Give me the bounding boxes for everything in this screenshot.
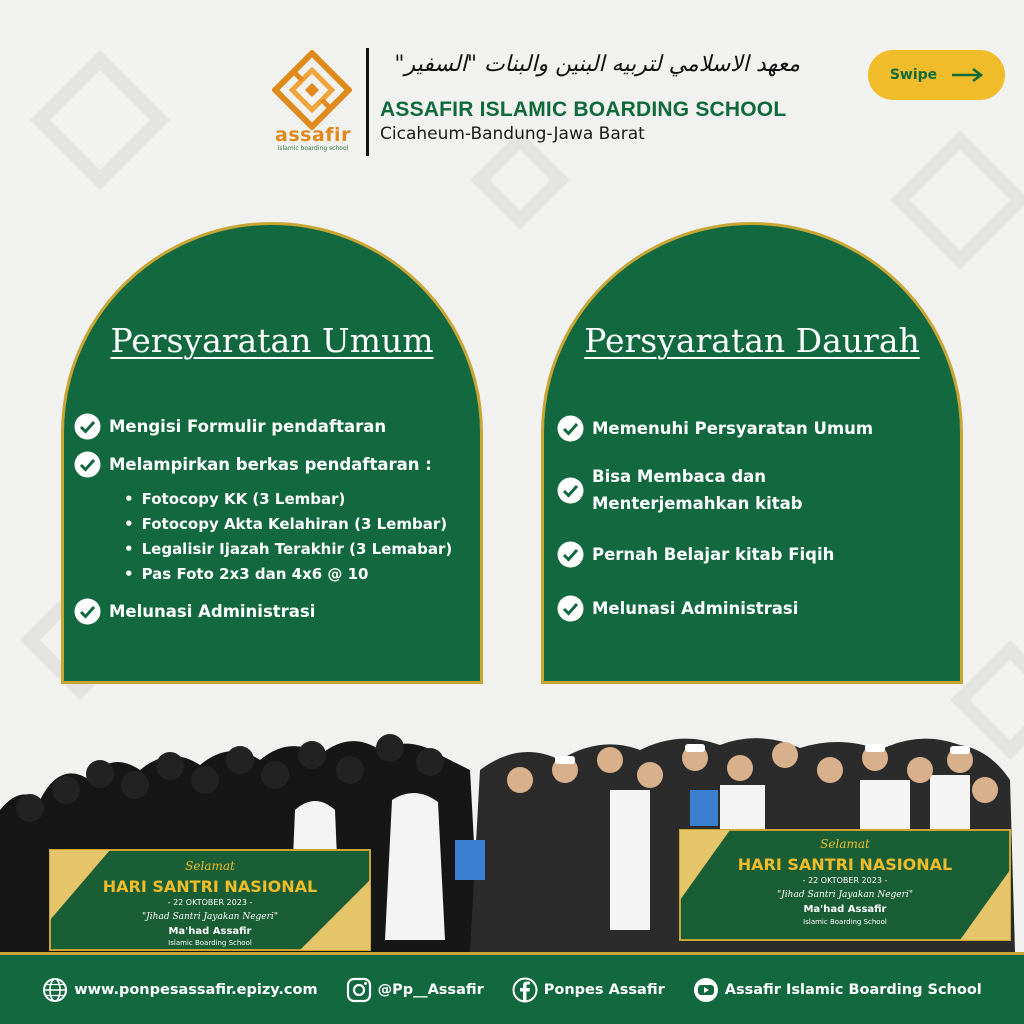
requirement-item <box>557 415 873 442</box>
banner-org: Ma'had Assafir <box>168 926 252 937</box>
arrow-right-icon <box>951 68 983 82</box>
banner-selamat: Selamat <box>820 837 870 851</box>
requirement-line: Menterjemahkan kitab <box>592 494 803 513</box>
arabic-title: معهد الاسلامي لتربيه البنين والبنات "السفير" <box>394 52 800 77</box>
panel-persyaratan-daurah <box>541 222 963 684</box>
check-circle-icon <box>557 541 584 568</box>
footer-website-link[interactable] <box>42 977 317 1003</box>
instagram-icon <box>346 977 372 1003</box>
banner-date: - 22 OKTOBER 2023 - <box>167 898 253 907</box>
requirement-item <box>74 598 315 625</box>
document-item: • Pas Foto 2x3 dan 4x6 @ 10 <box>124 562 452 587</box>
check-circle-icon <box>557 415 584 442</box>
requirement-line: Bisa Membaca dan <box>592 467 767 486</box>
banner-date: - 22 OKTOBER 2023 - <box>802 876 888 885</box>
requirement-item <box>74 451 432 478</box>
check-circle-icon <box>557 595 584 622</box>
check-circle-icon <box>74 451 101 478</box>
facebook-icon <box>512 977 538 1003</box>
requirement-text: Melunasi Administrasi <box>109 602 316 621</box>
swipe-button[interactable] <box>868 50 1005 100</box>
check-circle-icon <box>74 598 101 625</box>
logo-subtext: islamic boarding school <box>277 145 349 152</box>
header-divider <box>366 48 369 156</box>
requirement-item <box>557 541 834 568</box>
panel-title: Persyaratan Daurah <box>584 321 920 360</box>
requirement-text: Memenuhi Persyaratan Umum <box>592 419 874 438</box>
requirement-text <box>592 463 803 517</box>
requirement-text: Melampirkan berkas pendaftaran : <box>109 455 432 474</box>
group-photo <box>0 730 1024 952</box>
requirement-item <box>557 595 798 622</box>
requirement-text: Mengisi Formulir pendaftaran <box>109 417 387 436</box>
document-list <box>124 487 452 587</box>
requirement-item <box>74 413 386 440</box>
footer-instagram-link[interactable] <box>346 977 484 1003</box>
footer-bar <box>0 952 1024 1024</box>
document-item: • Fotocopy KK (3 Lembar) <box>124 487 452 512</box>
banner-right <box>680 830 1010 940</box>
check-circle-icon <box>557 477 584 504</box>
swipe-label: Swipe <box>889 67 938 83</box>
footer-website-text: www.ponpesassafir.epizy.com <box>74 981 318 998</box>
banner-tagline: "Jihad Santri Jayakan Negeri" <box>777 890 913 900</box>
school-name: ASSAFIR ISLAMIC BOARDING SCHOOL <box>380 98 787 121</box>
requirement-text: Melunasi Administrasi <box>592 599 799 618</box>
footer-facebook-text: Ponpes Assafir <box>543 981 665 998</box>
check-circle-icon <box>74 413 101 440</box>
banner-tagline: "Jihad Santri Jayakan Negeri" <box>142 912 278 922</box>
banner-title: HARI SANTRI NASIONAL <box>102 877 318 896</box>
footer-facebook-link[interactable] <box>512 977 665 1003</box>
banner-org-sub: Islamic Boarding School <box>168 939 252 947</box>
banner-left <box>50 850 370 950</box>
banner-org-sub: Islamic Boarding School <box>803 918 887 926</box>
banner-org: Ma'had Assafir <box>803 904 887 915</box>
document-item: • Fotocopy Akta Kelahiran (3 Lembar) <box>124 512 452 537</box>
requirement-item <box>557 463 803 517</box>
document-item: • Legalisir Ijazah Terakhir (3 Lemabar) <box>124 537 452 562</box>
banner-title: HARI SANTRI NASIONAL <box>737 855 953 874</box>
school-location: Cicaheum-Bandung-Jawa Barat <box>380 124 645 144</box>
youtube-icon <box>693 977 719 1003</box>
requirement-text: Pernah Belajar kitab Fiqih <box>592 545 835 564</box>
banner-selamat: Selamat <box>185 859 235 873</box>
globe-icon <box>42 977 68 1003</box>
footer-instagram-text: @Pp__Assafir <box>377 981 484 998</box>
footer-youtube-text: Assafir Islamic Boarding School <box>724 981 982 998</box>
logo-wordmark: assafir <box>275 124 351 146</box>
assafir-logo-icon <box>272 50 352 130</box>
panel-title: Persyaratan Umum <box>110 321 434 360</box>
footer-youtube-link[interactable] <box>693 977 982 1003</box>
panel-persyaratan-umum <box>61 222 483 684</box>
